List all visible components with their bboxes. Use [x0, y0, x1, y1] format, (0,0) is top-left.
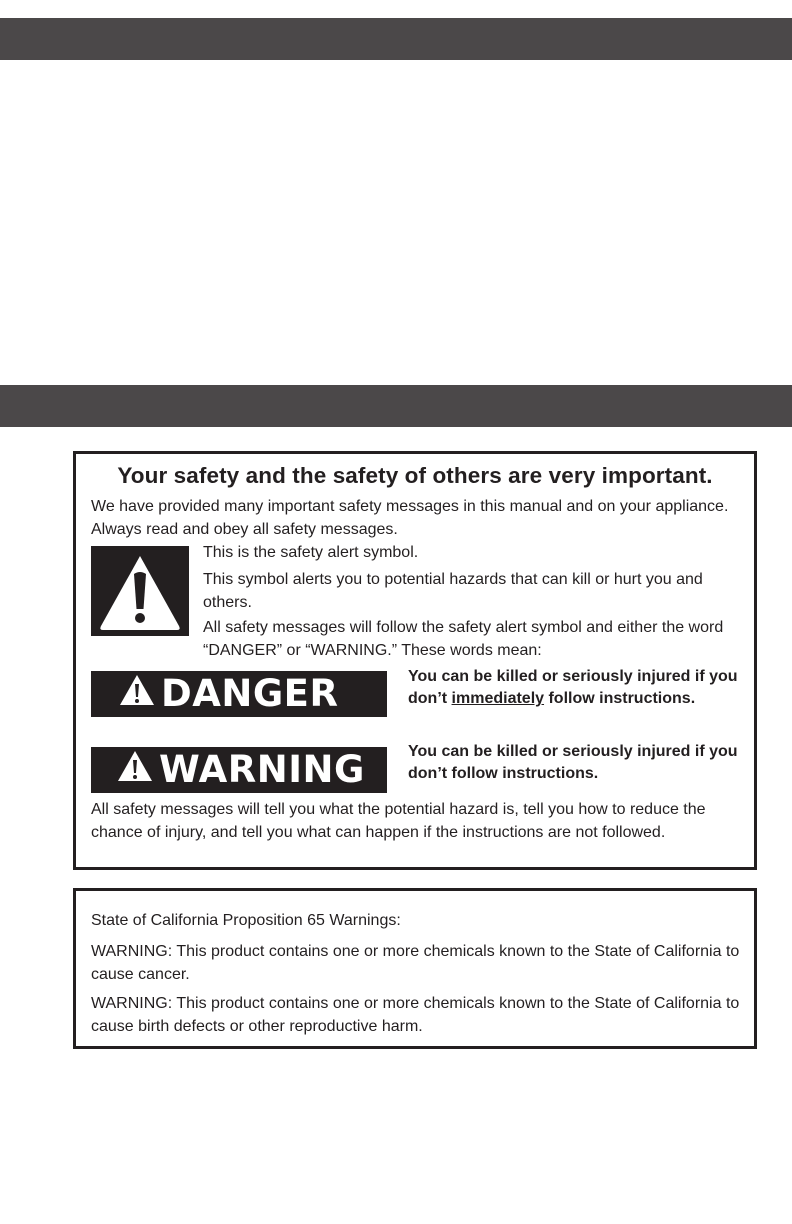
danger-alert-icon — [119, 671, 155, 717]
danger-signal-label — [91, 671, 387, 717]
warning-word: WARNING — [159, 748, 365, 791]
danger-meaning-text — [408, 666, 748, 710]
safety-information-box — [73, 451, 757, 870]
safety-heading: Your safety and the safety of others are very important. — [117, 463, 713, 488]
safety-alert-icon — [91, 546, 189, 636]
warning-alert-icon — [117, 747, 153, 793]
alert-symbol-statement: This is the safety alert symbol. — [203, 544, 419, 561]
warning-signal-label — [91, 747, 387, 793]
alert-signal-words-text: All safety messages will follow the safety alert symbol and either the word “DANGER” or “WARNING.” These words mean: — [203, 619, 724, 659]
warning-meaning-text: You can be killed or seriously injured if you don’t follow instructions. — [408, 743, 738, 782]
prop65-warning-box — [73, 888, 757, 1049]
header-band-top — [0, 18, 792, 60]
prop65-cancer-warning: WARNING: This product contains one or more chemicals known to the State of California to cause cancer. — [91, 943, 740, 983]
safety-closing-text: All safety messages will tell you what the potential hazard is, tell you how to reduce the chance of injury, and tell you what can happen if the instructions are not followed. — [91, 801, 706, 841]
alert-symbol-description: This symbol alerts you to potential hazards that can kill or hurt you and others. — [203, 571, 703, 611]
danger-meaning-part1: You can be killed or seriously injured if you don’t — [408, 668, 738, 707]
prop65-birth-defects-warning: WARNING: This product contains one or more chemicals known to the State of California to cause birth defects or other reproductive harm. — [91, 995, 740, 1035]
prop65-title: State of California Proposition 65 Warnings: — [91, 912, 401, 929]
danger-word: DANGER — [161, 672, 339, 715]
danger-meaning-part2: follow instructions. — [544, 690, 696, 707]
safety-intro-text: We have provided many important safety messages in this manual and on your appliance. Always read and obey all safety messages. — [91, 498, 729, 538]
danger-meaning-emphasis: immediately — [451, 690, 545, 707]
header-band-middle — [0, 385, 792, 427]
